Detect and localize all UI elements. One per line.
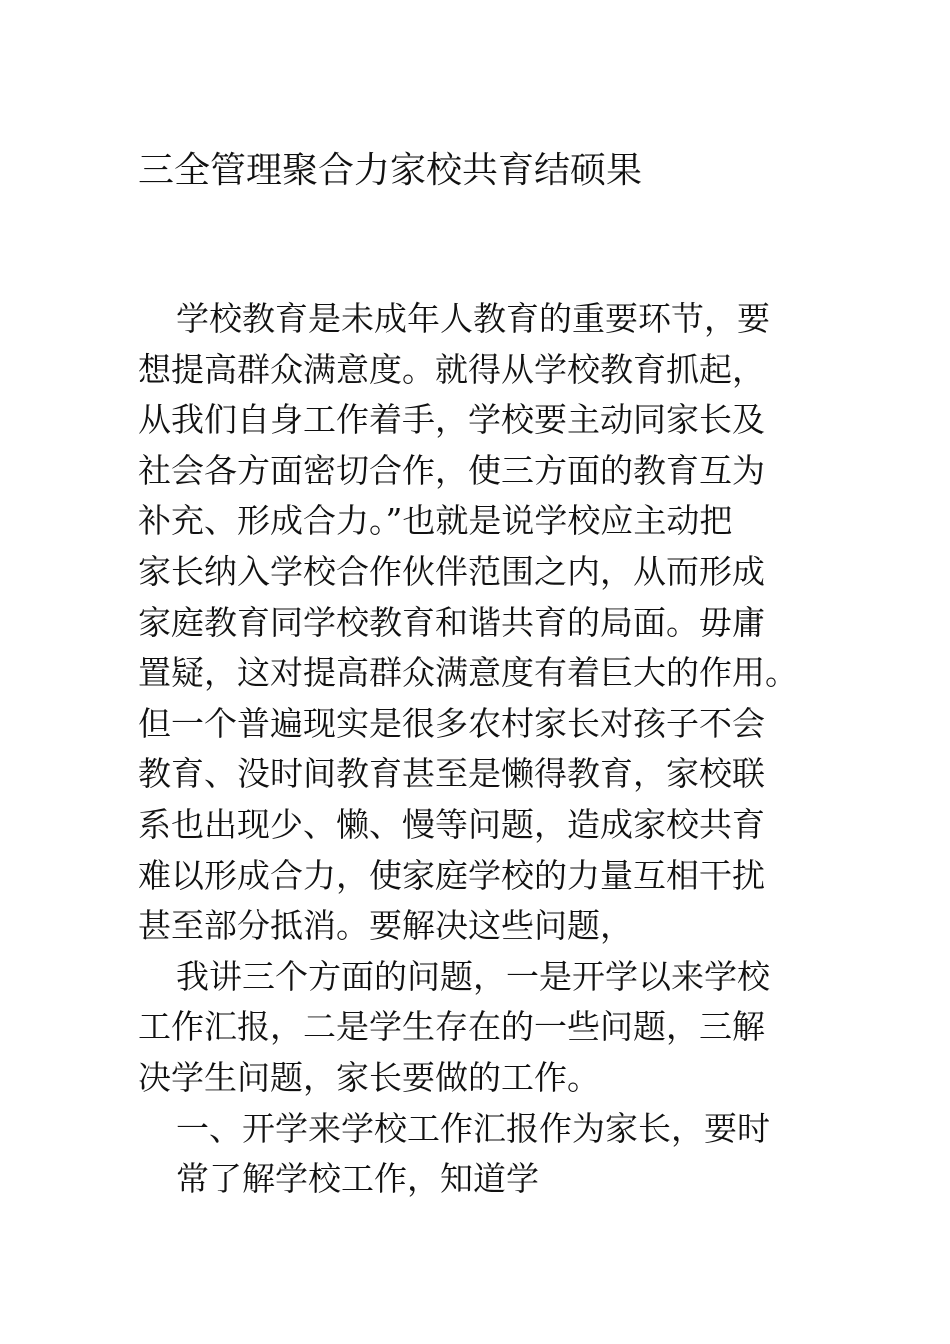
text-line: 家庭教育同学校教育和谐共育的局面。毋庸 <box>138 602 765 642</box>
text-line: 工作汇报，二是学生存在的一些问题，三解 <box>138 1007 765 1047</box>
text-line: 甚至部分抵消。要解决这些问题， <box>138 906 633 946</box>
document-body <box>138 294 838 1205</box>
document-title: 三全管理聚合力家校共育结硕果 <box>138 150 643 191</box>
text-line: 从我们自身工作着手，学校要主动同家长及 <box>138 400 765 440</box>
text-line: 置疑，这对提高群众满意度有着巨大的作用。 <box>138 653 798 693</box>
text-line: 想提高群众满意度。就得从学校教育抓起， <box>138 349 765 389</box>
text-line: 常了解学校工作，知道学 <box>176 1159 539 1199</box>
text-line: 一、开学来学校工作汇报作为家长，要时 <box>176 1108 770 1148</box>
text-line: 系也出现少、懒、慢等问题，造成家校共育 <box>138 804 765 844</box>
text-line: 我讲三个方面的问题，一是开学以来学校 <box>176 956 770 996</box>
text-line: 决学生问题，家长要做的工作。 <box>138 1057 600 1097</box>
text-line: 社会各方面密切合作，使三方面的教育互为 <box>138 450 765 490</box>
text-line: 难以形成合力，使家庭学校的力量互相干扰 <box>138 855 765 895</box>
text-line: 教育、没时间教育甚至是懒得教育，家校联 <box>138 754 765 794</box>
text-line: 补充、形成合力。”也就是说学校应主动把 <box>138 501 733 541</box>
text-line: 家长纳入学校合作伙伴范围之内，从而形成 <box>138 551 765 591</box>
text-line: 学校教育是未成年人教育的重要环节，要 <box>176 299 770 338</box>
text-line: 但一个普遍现实是很多农村家长对孩子不会 <box>138 703 765 743</box>
